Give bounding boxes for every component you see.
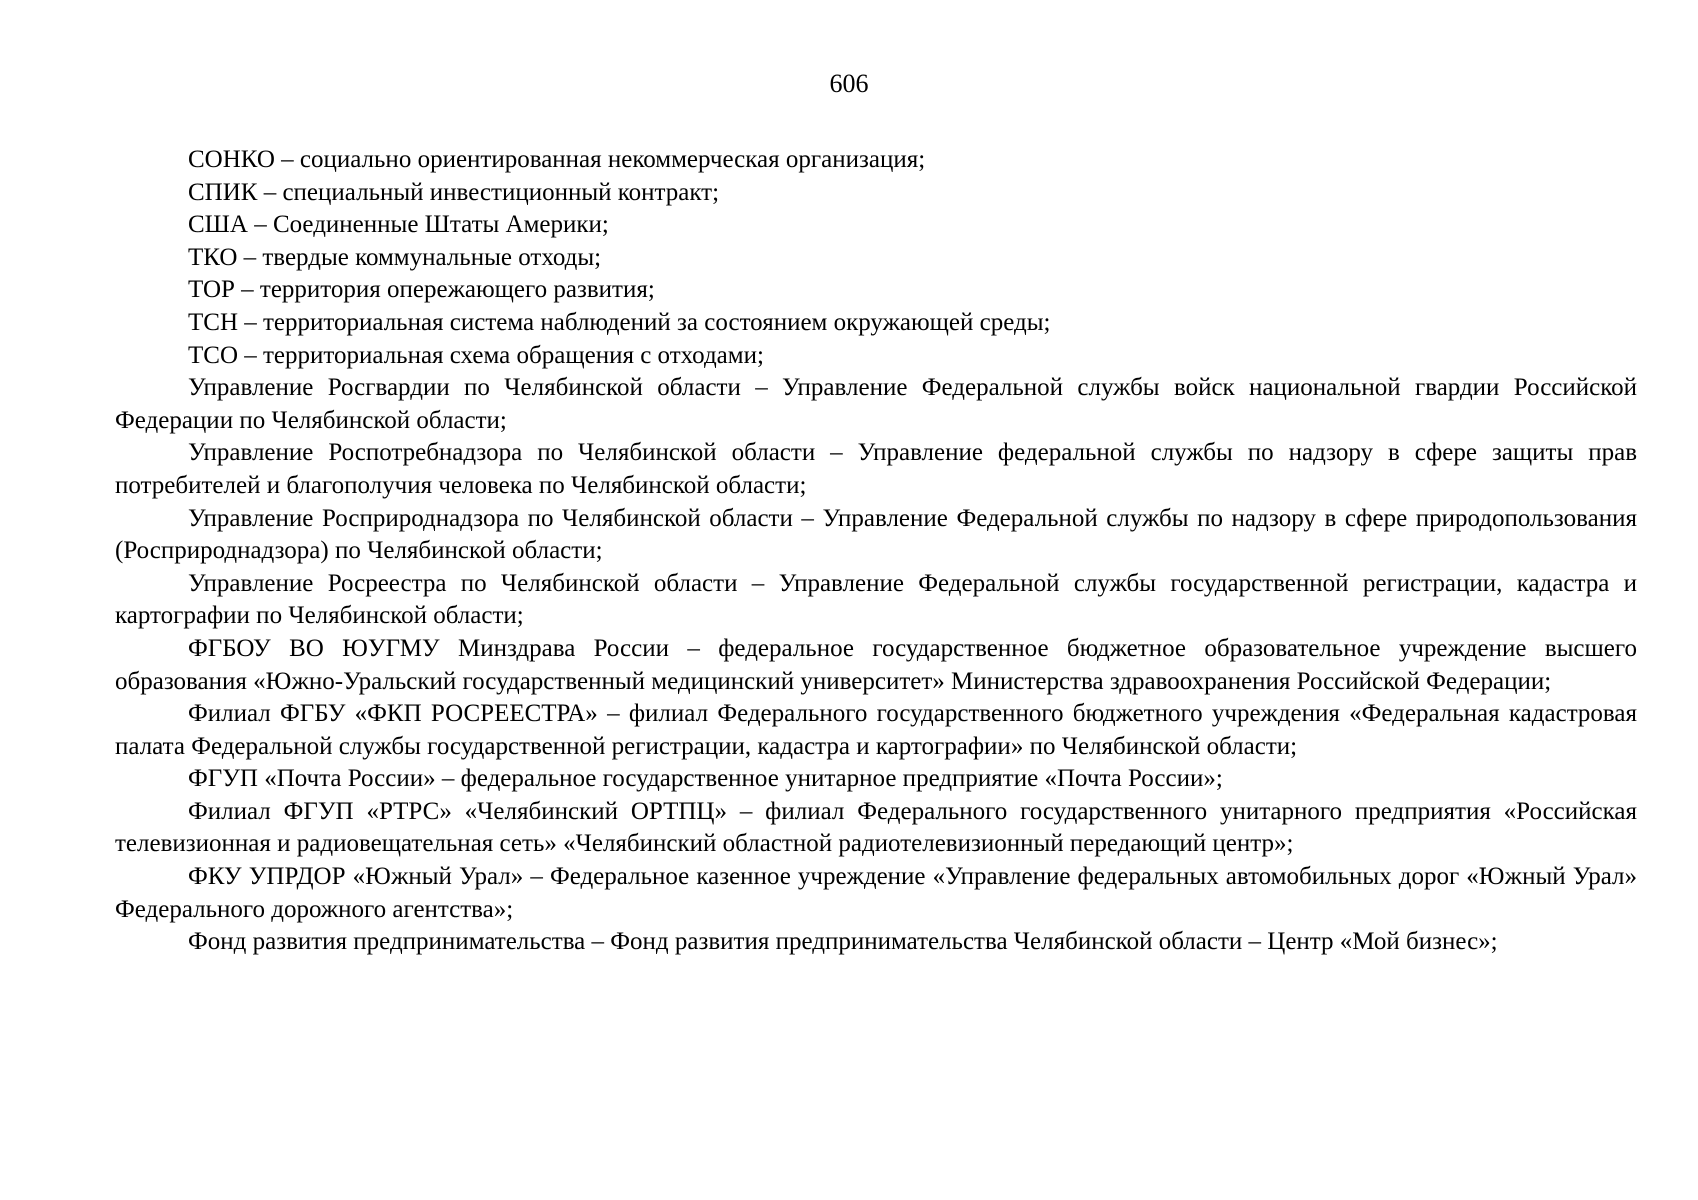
abbreviation-entry-yugmu: ФГБОУ ВО ЮУГМУ Минздрава России – федеральное государственное бюджетное образовательное учреждение высшего образования «Южно-Уральский государственный медицинский университет» Министерства здравоохранения Российской Федерации; [115, 634, 1637, 695]
abbreviation-entry-rosgvardia: Управление Росгвардии по Челябинской области – Управление Федеральной службы войск национальной гвардии Российской Федерации по Челябинской области; [115, 374, 1637, 434]
abbreviation-entry-fkp-rosreestra: Филиал ФГБУ «ФКП РОСРЕЕСТРА» – филиал Федерального государственного бюджетного учреждения «Федеральная кадастровая палата Федеральной службы государственной регистрации, кадастра и картографии» по Челябинской области; [115, 700, 1637, 760]
abbreviation-entry-tsn: ТСН – территориальная система наблюдений за состоянием окружающей среды; [188, 308, 1051, 336]
abbreviation-entry-usa: США – Соединенные Штаты Америки; [188, 211, 609, 239]
abbreviation-entry-tko: ТКО – твердые коммунальные отходы; [188, 243, 602, 271]
abbreviations-list [115, 144, 1637, 959]
abbreviation-entry-uprdor: ФКУ УПРДОР «Южный Урал» – Федеральное казенное учреждение «Управление федеральных автомобильных дорог «Южный Урал» Федерального дорожного агентства»; [115, 863, 1637, 923]
abbreviation-entry-spik: СПИК – специальный инвестиционный контракт; [188, 178, 720, 206]
page-number: 606 [829, 69, 869, 98]
abbreviation-entry-tor: ТОР – территория опережающего развития; [188, 276, 655, 304]
abbreviation-entry-fond-razvitiya: Фонд развития предпринимательства – Фонд развития предпринимательства Челябинской области – Центр «Мой бизнес»; [188, 928, 1498, 956]
abbreviation-entry-tso: ТСО – территориальная схема обращения с отходами; [188, 341, 764, 369]
abbreviation-entry-rtrs: Филиал ФГУП «РТРС» «Челябинский ОРТПЦ» – филиал Федерального государственного унитарного предприятия «Российская телевизионная и радиовещательная сеть» «Челябинский областной радиотелевизионный передающий центр»; [115, 797, 1637, 858]
abbreviation-entry-rospotrebnadzor: Управление Роспотребнадзора по Челябинской области – Управление федеральной службы по надзору в сфере защиты прав потребителей и благополучия человека по Челябинской области; [115, 439, 1637, 499]
abbreviation-entry-pochta-rossii: ФГУП «Почта России» – федеральное государственное унитарное предприятие «Почта России»; [188, 765, 1223, 793]
abbreviation-entry-rosprirodnadzor: Управление Росприроднадзора по Челябинской области – Управление Федеральной службы по надзору в сфере природопользования (Росприроднадзора) по Челябинской области; [115, 504, 1637, 565]
abbreviation-entry-sonko: СОНКО – социально ориентированная некоммерческая организация; [188, 146, 926, 173]
abbreviation-entry-rosreestr: Управление Росреестра по Челябинской области – Управление Федеральной службы государственной регистрации, кадастра и картографии по Челябинской области; [115, 569, 1637, 630]
